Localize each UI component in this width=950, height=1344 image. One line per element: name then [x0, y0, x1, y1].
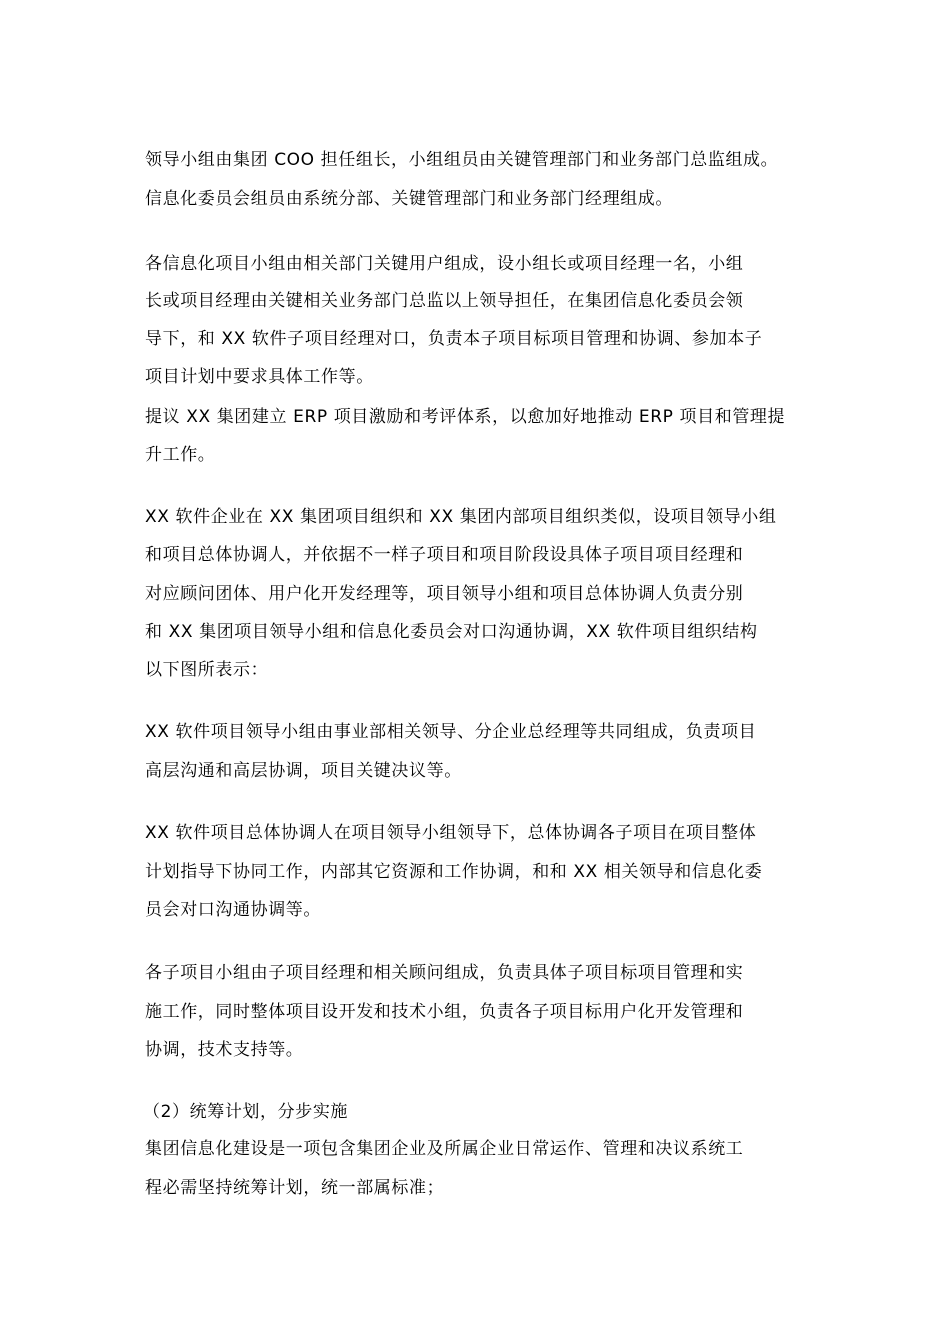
text-line: 员会对口沟通协调等。	[145, 900, 321, 920]
text-line: 集团信息化建设是一项包含集团企业及所属企业日常运作、管理和决议系统工	[145, 1139, 744, 1159]
text-line: XX 软件企业在 XX 集团项目组织和 XX 集团内部项目组织类似，设项目领导小组	[145, 507, 777, 527]
text-line: XX 软件项目领导小组由事业部相关领导、分企业总经理等共同组成，负责项目	[145, 722, 757, 742]
text-line: 领导小组由集团 COO 担任组长，小组组员由关键管理部门和业务部门总监组成。	[145, 150, 779, 170]
text-line: 协调，技术支持等。	[145, 1040, 304, 1060]
text-line: 升工作。	[145, 445, 216, 465]
text-line: 和项目总体协调人，并依据不一样子项目和项目阶段设具体子项目项目经理和	[145, 545, 744, 565]
text-line: 高层沟通和高层协调，项目关键决议等。	[145, 761, 462, 781]
text-line: 程必需坚持统筹计划，统一部属标准；	[145, 1178, 445, 1198]
text-line: 以下图所表示：	[145, 660, 269, 680]
text-line: XX 软件项目总体协调人在项目领导小组领导下，总体协调各子项目在项目整体	[145, 823, 757, 843]
text-line: 各子项目小组由子项目经理和相关顾问组成，负责具体子项目标项目管理和实	[145, 963, 744, 983]
section-heading: （2）统筹计划，分步实施	[143, 1102, 349, 1122]
text-line: 长或项目经理由关键相关业务部门总监以上领导担任，在集团信息化委员会领	[145, 291, 744, 311]
text-line: 施工作，同时整体项目设开发和技术小组，负责各子项目标用户化开发管理和	[145, 1002, 744, 1022]
text-line: 提议 XX 集团建立 ERP 项目激励和考评体系，以愈加好地推动 ERP 项目和管理提	[145, 407, 786, 427]
text-line: 计划指导下协同工作，内部其它资源和工作协调，和和 XX 相关领导和信息化委	[145, 862, 763, 882]
text-line: 各信息化项目小组由相关部门关键用户组成，设小组长或项目经理一名，小组	[145, 254, 744, 274]
text-line: 和 XX 集团项目领导小组和信息化委员会对口沟通协调，XX 软件项目组织结构	[145, 622, 758, 642]
text-line: 对应顾问团体、用户化开发经理等，项目领导小组和项目总体协调人负责分别	[145, 584, 744, 604]
text-line: 导下，和 XX 软件子项目经理对口，负责本子项目标项目管理和协调、参加本子	[145, 329, 763, 349]
text-line: 信息化委员会组员由系统分部、关键管理部门和业务部门经理组成。	[145, 189, 673, 209]
text-line: 项目计划中要求具体工作等。	[145, 367, 374, 387]
